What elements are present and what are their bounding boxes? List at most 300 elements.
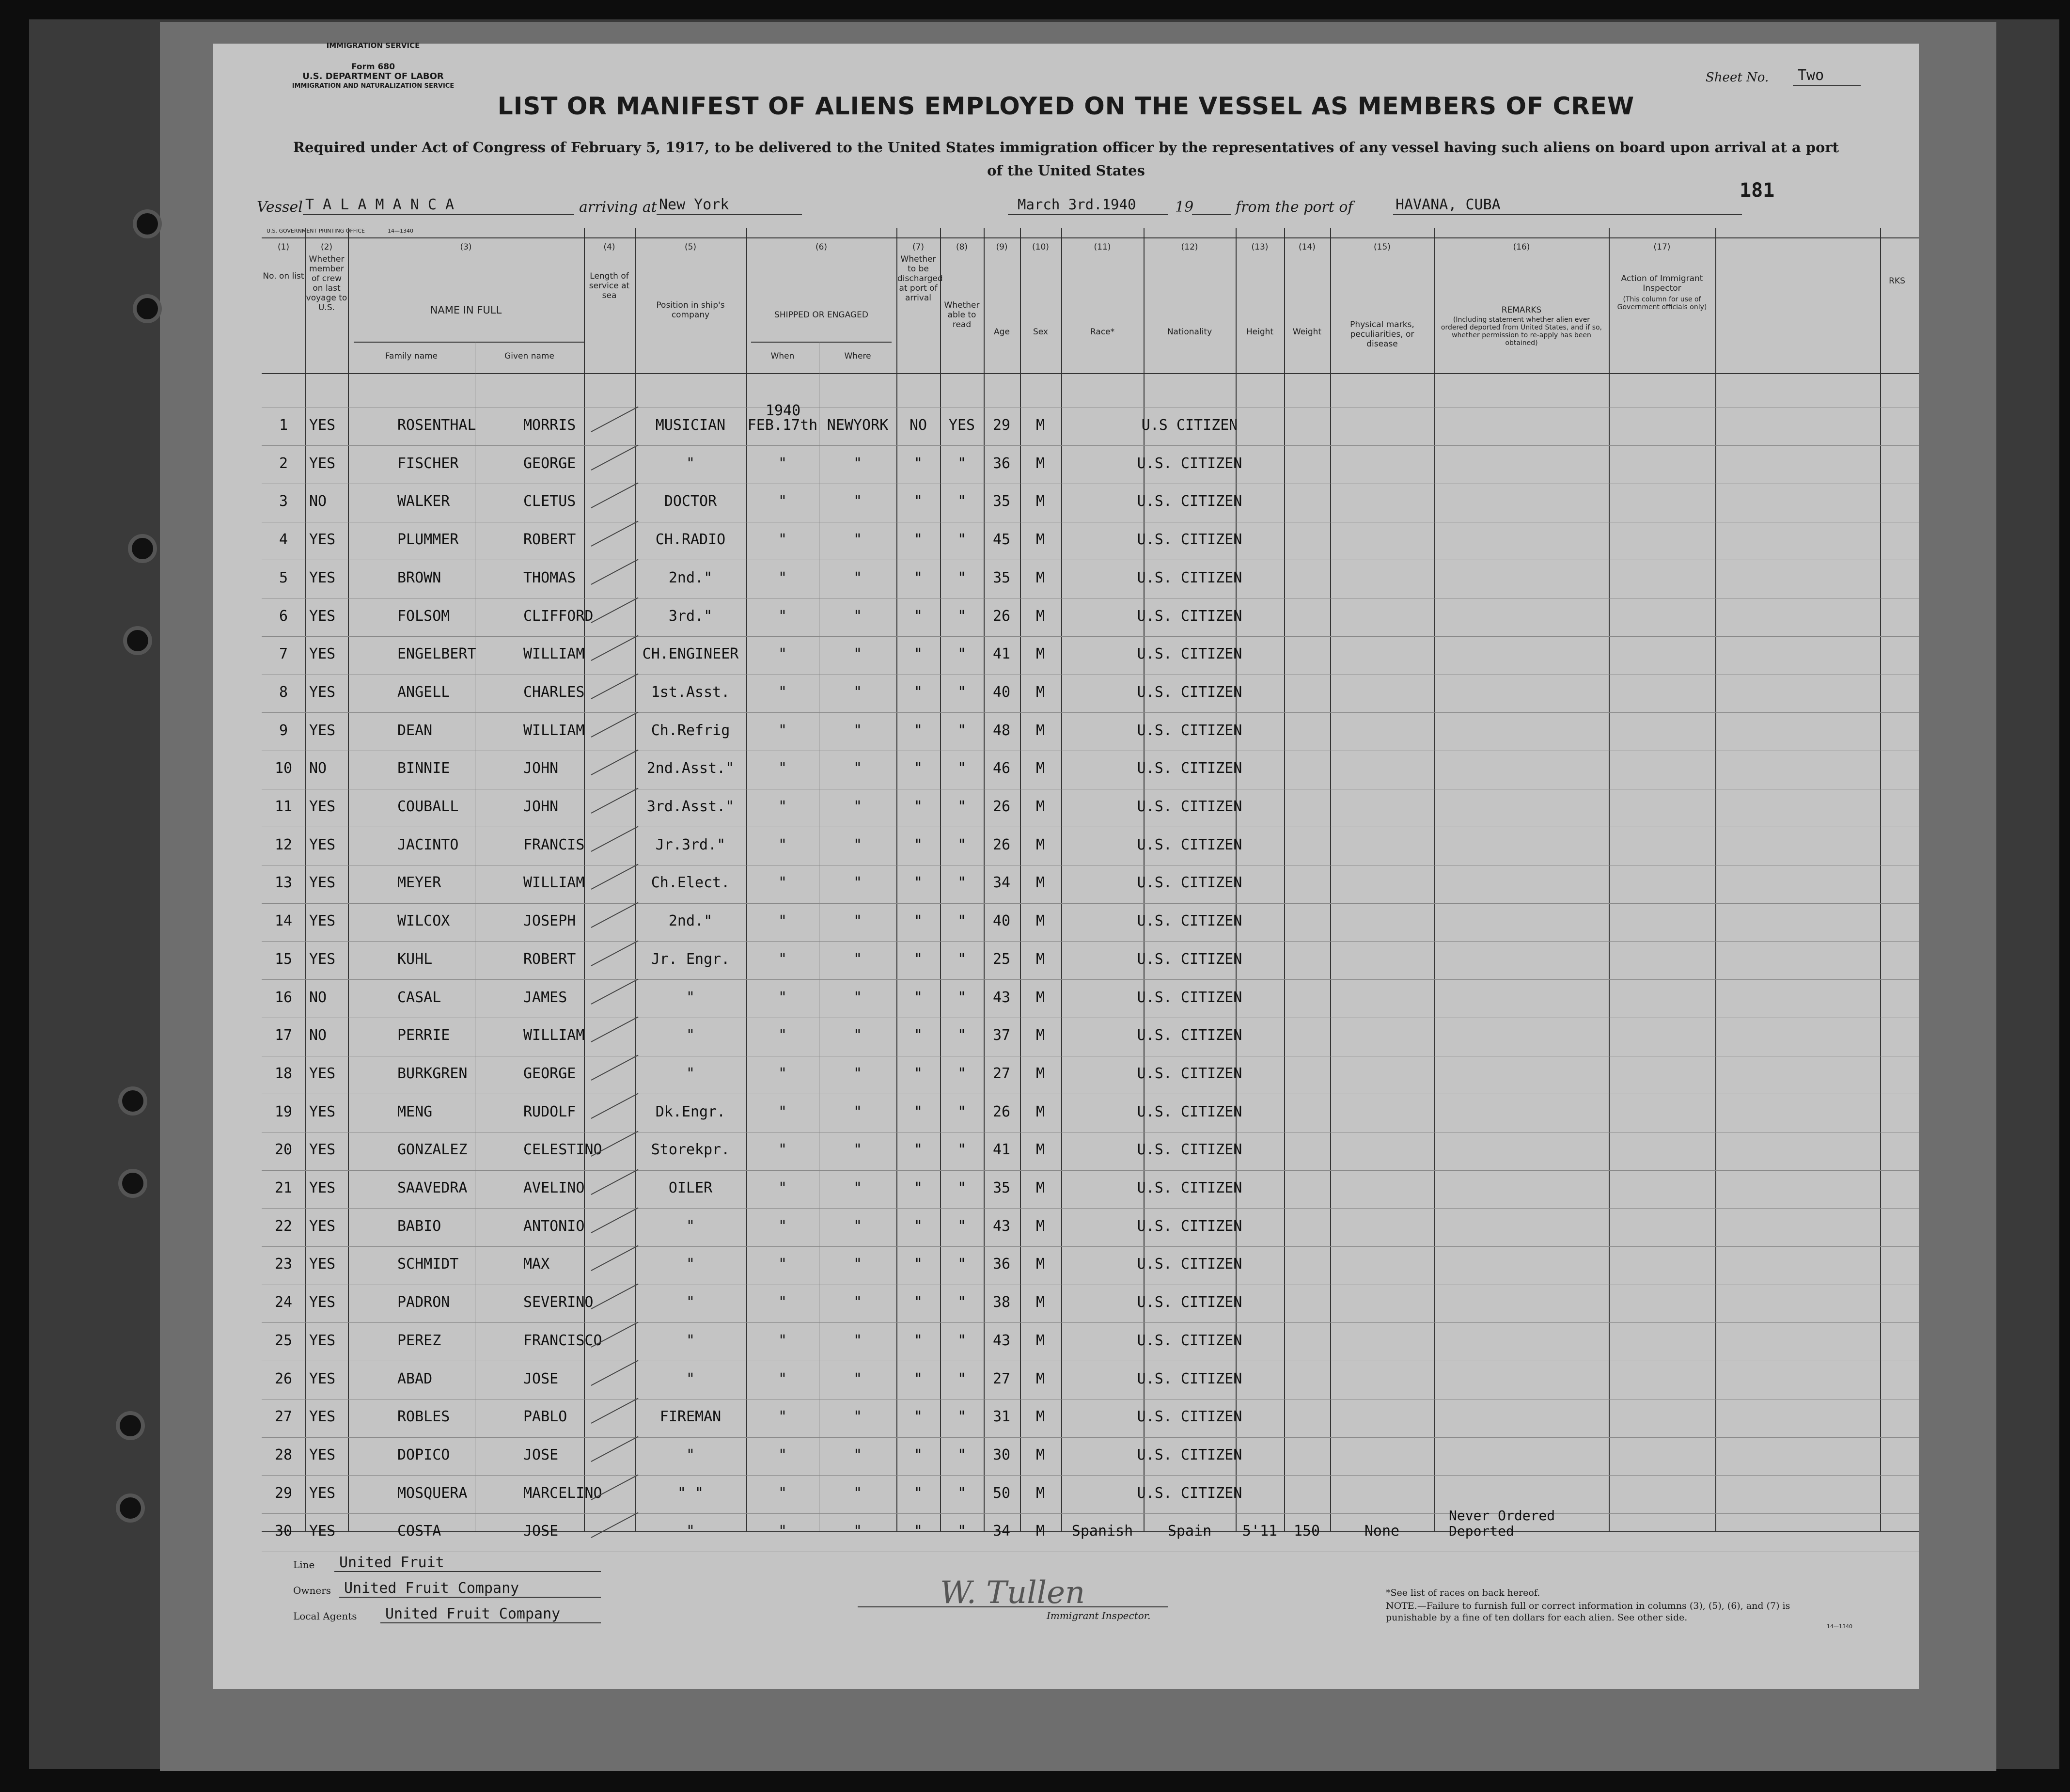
cell-row-number: 28 [274, 1446, 293, 1463]
cell-last-voyage: YES [309, 531, 336, 549]
cell-sex: M [1035, 645, 1045, 663]
cell-row-number: 27 [274, 1408, 293, 1426]
cell-age: 26 [992, 836, 1011, 853]
cell-given-name: SEVERINO [523, 1294, 594, 1311]
col17-sub: (This column for use of Government officials only) [1617, 296, 1707, 311]
col3-label: NAME IN FULL [430, 304, 502, 316]
column-rule [1880, 228, 1881, 1531]
cell-row-number: 3 [279, 493, 288, 510]
cell-nationality: U.S. CITIZEN [1137, 1141, 1242, 1159]
vessel-label: Vessel [257, 199, 303, 216]
binder-hole [120, 1497, 141, 1519]
owners-label: Owners [293, 1585, 331, 1596]
cell-last-voyage: NO [309, 1027, 327, 1044]
col4-label: Length of service at sea [589, 271, 630, 300]
cell-given-name: FRANCIS [523, 836, 585, 853]
cell-family-name: WILCOX [397, 912, 450, 930]
cell-shipped-where: " [853, 1523, 862, 1540]
service-slash-mark [591, 711, 639, 737]
cell-age: 35 [992, 569, 1011, 586]
cell-shipped-where: " [853, 1370, 862, 1387]
cell-shipped-where: " [853, 950, 862, 968]
cell-age: 46 [992, 760, 1011, 777]
row-rule [262, 1475, 1919, 1476]
col9-num: (9) [996, 242, 1008, 252]
cell-shipped-when: " [778, 1408, 787, 1426]
cell-last-voyage: YES [309, 1065, 336, 1082]
cell-last-voyage: NO [309, 760, 327, 777]
cell-row-number: 21 [274, 1179, 293, 1196]
service-slash-mark [591, 1398, 639, 1424]
arriving-underline [657, 214, 802, 215]
cell-last-voyage: YES [309, 836, 336, 853]
binder-hole [122, 1090, 143, 1112]
cell-sex: M [1035, 760, 1045, 777]
cell-family-name: FOLSOM [397, 607, 450, 625]
cell-sex: M [1035, 455, 1045, 472]
row-rule [262, 1513, 1919, 1514]
cell-shipped-where: " [853, 1294, 862, 1311]
cell-able-to-read: " [957, 912, 967, 930]
column-rule [746, 228, 747, 1531]
cell-able-to-read: " [957, 569, 967, 586]
cell-family-name: ABAD [397, 1370, 433, 1387]
cell-discharged-flag: " [913, 1446, 923, 1463]
cell-age: 50 [992, 1484, 1011, 1502]
cell-shipped-where: " [853, 836, 862, 853]
cell-height: 5'11 [1242, 1523, 1278, 1540]
cell-discharged-flag: " [913, 531, 923, 549]
cell-shipped-when: " [778, 645, 787, 663]
binder-hole [132, 538, 153, 559]
cell-discharged-flag: " [913, 1484, 923, 1502]
cell-age: 37 [992, 1027, 1011, 1044]
cell-sex: M [1035, 569, 1045, 586]
cell-family-name: CASAL [397, 989, 441, 1006]
cell-nationality: U.S. CITIZEN [1137, 1103, 1242, 1120]
cell-ship-position: Ch.Elect. [651, 874, 730, 892]
cell-shipped-when: " [778, 1217, 787, 1235]
column-rule [1284, 228, 1285, 1531]
cell-sex: M [1035, 1103, 1045, 1120]
cell-sex: M [1035, 417, 1045, 434]
col16-label: REMARKS [1501, 305, 1542, 315]
row-rule [262, 1437, 1919, 1438]
cell-given-name: MAX [523, 1256, 550, 1273]
cell-family-name: MEYER [397, 874, 441, 892]
service-slash-mark [591, 750, 639, 775]
row-rule [262, 1170, 1919, 1171]
cell-discharged-flag: " [913, 1217, 923, 1235]
service-slash-mark [591, 406, 639, 432]
cell-shipped-when: " [778, 1523, 787, 1540]
cell-given-name: WILLIAM [523, 874, 585, 892]
col2-num: (2) [320, 242, 333, 252]
cell-shipped-when: " [778, 683, 787, 701]
first-row-year: 1940 [766, 402, 801, 419]
cell-shipped-when: " [778, 1027, 787, 1044]
cell-age: 26 [992, 1103, 1011, 1120]
binder-hole [137, 298, 158, 319]
cell-last-voyage: YES [309, 1256, 336, 1273]
service-slash-mark [591, 1017, 639, 1042]
cell-shipped-where: " [853, 989, 862, 1006]
cell-nationality: U.S. CITIZEN [1137, 722, 1242, 739]
cell-age: 30 [992, 1446, 1011, 1463]
cell-last-voyage: YES [309, 1294, 336, 1311]
cell-row-number: 15 [274, 950, 293, 968]
cell-last-voyage: NO [309, 493, 327, 510]
cell-able-to-read: " [957, 1408, 967, 1426]
service-slash-mark [591, 1360, 639, 1385]
cell-given-name: THOMAS [523, 569, 576, 586]
cell-given-name: WILLIAM [523, 722, 585, 739]
cell-sex: M [1035, 1446, 1045, 1463]
cell-row-number: 17 [274, 1027, 293, 1044]
cell-ship-position: Ch.Refrig [651, 722, 730, 739]
cell-ship-position: " [686, 1370, 695, 1387]
printing-office: U.S. GOVERNMENT PRINTING OFFICE [267, 228, 365, 234]
cell-able-to-read: " [957, 645, 967, 663]
col12-num: (12) [1181, 242, 1198, 252]
cell-row-number: 8 [279, 683, 288, 701]
cell-ship-position: FIREMAN [659, 1408, 721, 1426]
cell-ship-position: Storekpr. [651, 1141, 730, 1159]
header-bottom-rule [262, 373, 1919, 374]
col1-label: No. on list [263, 271, 304, 281]
penalty-note: NOTE.—Failure to furnish full or correct information in columns (3), (5), (6), and (7) is punishable by a fine of ten dollars for each alien. See other side. [1386, 1601, 1790, 1623]
cell-age: 26 [992, 607, 1011, 625]
row-rule [262, 1322, 1919, 1323]
column-rule [896, 228, 897, 1531]
cell-family-name: BURKGREN [397, 1065, 468, 1082]
cell-discharged-flag: " [913, 1332, 923, 1349]
service-slash-mark [591, 864, 639, 890]
col8-num: (8) [956, 242, 968, 252]
cell-shipped-where: " [853, 1141, 862, 1159]
cell-family-name: BINNIE [397, 760, 450, 777]
cell-shipped-when: " [778, 1446, 787, 1463]
manifest-sheet [213, 41, 1919, 1689]
cell-row-number: 14 [274, 912, 293, 930]
cell-age: 38 [992, 1294, 1011, 1311]
cell-able-to-read: " [957, 989, 967, 1006]
service-slash-mark [591, 597, 639, 623]
col17-num: (17) [1653, 242, 1671, 252]
cell-age: 25 [992, 950, 1011, 968]
column-rule [1020, 228, 1021, 1531]
col3-given: Given name [504, 351, 554, 361]
print-code: 14—1340 [388, 228, 413, 234]
cell-shipped-where: " [853, 1103, 862, 1120]
vessel-name: T A L A M A N C A [305, 196, 455, 213]
cell-shipped-when: " [778, 1065, 787, 1082]
cell-shipped-where: NEWYORK [827, 417, 889, 434]
cell-discharged-flag: " [913, 874, 923, 892]
cell-family-name: KUHL [397, 950, 433, 968]
cell-given-name: CLIFFORD [523, 607, 594, 625]
cell-race: Spanish [1071, 1523, 1133, 1540]
cell-age: 31 [992, 1408, 1011, 1426]
cell-shipped-where: " [853, 1332, 862, 1349]
service-slash-mark [591, 978, 639, 1004]
cell-age: 43 [992, 989, 1011, 1006]
cell-discharged-flag: " [913, 569, 923, 586]
cell-shipped-when: " [778, 722, 787, 739]
service-slash-mark [591, 940, 639, 966]
row-rule [262, 445, 1919, 446]
cell-family-name: BABIO [397, 1217, 441, 1235]
page-number: 181 [1740, 179, 1775, 202]
service-slash-mark [591, 1284, 639, 1309]
cell-shipped-when: FEB.17th [747, 417, 818, 434]
column-rule [348, 228, 349, 1531]
cell-able-to-read: " [957, 1332, 967, 1349]
cell-last-voyage: YES [309, 1446, 336, 1463]
cell-family-name: PADRON [397, 1294, 450, 1311]
cell-discharged-flag: " [913, 1065, 923, 1082]
cell-ship-position: " [686, 1294, 695, 1311]
column-rule [984, 228, 985, 1531]
col14-label: Weight [1292, 327, 1322, 337]
document-subtitle: Required under Act of Congress of February 5, 1917, to be delivered to the United States immigration officer by the representatives of any vessel having such aliens on board upon arrival at a port of the United States [293, 139, 1839, 179]
cell-nationality: U.S. CITIZEN [1137, 1179, 1242, 1196]
cell-last-voyage: YES [309, 569, 336, 586]
cell-discharged-flag: " [913, 722, 923, 739]
cell-last-voyage: YES [309, 1179, 336, 1196]
cell-family-name: DEAN [397, 722, 433, 739]
cell-sex: M [1035, 683, 1045, 701]
service-slash-mark [591, 1054, 639, 1080]
cell-able-to-read: " [957, 493, 967, 510]
cell-family-name: JACINTO [397, 836, 459, 853]
cell-shipped-when: " [778, 798, 787, 815]
cell-age: 41 [992, 1141, 1011, 1159]
cell-last-voyage: YES [309, 1370, 336, 1387]
cell-shipped-when: " [778, 493, 787, 510]
cell-sex: M [1035, 1217, 1045, 1235]
cell-last-voyage: YES [309, 950, 336, 968]
cell-given-name: CHARLES [523, 683, 585, 701]
agents-value: United Fruit Company [385, 1605, 561, 1622]
arriving-port: New York [659, 196, 729, 213]
cell-row-number: 30 [274, 1523, 293, 1540]
service-slash-mark [591, 1169, 639, 1195]
cell-family-name: ROBLES [397, 1408, 450, 1426]
binder-hole [120, 1415, 141, 1436]
col16-sub: (Including statement whether alien ever ordered deported from United States, and if so, whether permission to re-apply has been obtained) [1441, 316, 1602, 347]
cell-age: 35 [992, 493, 1011, 510]
column-rule [1609, 228, 1610, 1531]
col2-label: Whether member of crew on last voyage to U.S. [306, 254, 347, 313]
cell-sex: M [1035, 1256, 1045, 1273]
col6-label: SHIPPED OR ENGAGED [774, 310, 868, 320]
cell-able-to-read: " [957, 1523, 967, 1540]
cell-age: 34 [992, 1523, 1011, 1540]
from-port-label: from the port of [1236, 199, 1353, 216]
binder-hole [122, 1173, 143, 1194]
cell-discharged-flag: " [913, 455, 923, 472]
row-rule [262, 1208, 1919, 1209]
cell-given-name: JOSEPH [523, 912, 576, 930]
cell-shipped-when: " [778, 1179, 787, 1196]
cell-nationality: U.S. CITIZEN [1137, 1027, 1242, 1044]
cell-given-name: PABLO [523, 1408, 567, 1426]
cell-row-number: 26 [274, 1370, 293, 1387]
cell-nationality: U.S. CITIZEN [1137, 912, 1242, 930]
cell-shipped-when: " [778, 1294, 787, 1311]
cell-sex: M [1035, 1179, 1045, 1196]
cell-given-name: RUDOLF [523, 1103, 576, 1120]
col10-label: Sex [1033, 327, 1048, 337]
cell-shipped-when: " [778, 1484, 787, 1502]
cell-given-name: JOHN [523, 798, 559, 815]
col10-num: (10) [1032, 242, 1049, 252]
cell-family-name: FISCHER [397, 455, 459, 472]
cell-given-name: MARCELINO [523, 1484, 602, 1502]
cell-ship-position: " [686, 1332, 695, 1349]
form-heading: IMMIGRATION SERVICE [326, 41, 420, 50]
cell-family-name: BROWN [397, 569, 441, 586]
signature-underline [858, 1606, 1168, 1607]
footer-code: 14—1340 [1827, 1623, 1852, 1630]
cell-ship-position: 3rd.Asst." [646, 798, 735, 815]
cell-shipped-where: " [853, 760, 862, 777]
cell-nationality: U.S. CITIZEN [1137, 836, 1242, 853]
column-rule [1434, 228, 1435, 1531]
cell-discharged-flag: " [913, 1179, 923, 1196]
cell-ship-position: CH.ENGINEER [642, 645, 739, 663]
cell-last-voyage: YES [309, 455, 336, 472]
service-slash-mark [591, 787, 639, 813]
cell-ship-position: Jr.3rd." [655, 836, 726, 853]
cell-row-number: 10 [274, 760, 293, 777]
cell-shipped-when: " [778, 760, 787, 777]
column-rule [305, 228, 306, 1531]
row-rule [262, 979, 1919, 980]
department-name: U.S. DEPARTMENT OF LABOR [302, 71, 444, 81]
cell-shipped-when: " [778, 989, 787, 1006]
cell-nationality: U.S. CITIZEN [1137, 1217, 1242, 1235]
cell-given-name: JOSE [523, 1446, 559, 1463]
cell-shipped-where: " [853, 1256, 862, 1273]
col12-label: Nationality [1167, 327, 1212, 337]
cell-shipped-when: " [778, 950, 787, 968]
cell-discharged-flag: " [913, 798, 923, 815]
cell-shipped-when: " [778, 1370, 787, 1387]
cell-discharged-flag: " [913, 493, 923, 510]
cell-shipped-where: " [853, 1027, 862, 1044]
cell-nationality: U.S. CITIZEN [1137, 1370, 1242, 1387]
cell-row-number: 5 [279, 569, 288, 586]
cell-given-name: WILLIAM [523, 1027, 585, 1044]
column-rule [1061, 228, 1062, 1531]
cell-family-name: MOSQUERA [397, 1484, 468, 1502]
col7-num: (7) [912, 242, 925, 252]
date-underline [1008, 214, 1168, 215]
cell-shipped-where: " [853, 912, 862, 930]
cell-sex: M [1035, 493, 1045, 510]
cell-ship-position: 2nd." [668, 912, 713, 930]
cell-shipped-when: " [778, 1256, 787, 1273]
cell-row-number: 9 [279, 722, 288, 739]
service-slash-mark [591, 673, 639, 699]
cell-row-number: 12 [274, 836, 293, 853]
year-underline [1192, 214, 1231, 215]
cell-ship-position: Jr. Engr. [651, 950, 730, 968]
cell-age: 45 [992, 531, 1011, 549]
cell-discharged-flag: " [913, 989, 923, 1006]
cell-family-name: DOPICO [397, 1446, 450, 1463]
cell-family-name: COUBALL [397, 798, 459, 815]
cell-last-voyage: YES [309, 1332, 336, 1349]
cell-last-voyage: YES [309, 1103, 336, 1120]
sheet-label: Sheet No. [1706, 70, 1769, 85]
cell-age: 36 [992, 455, 1011, 472]
cell-able-to-read: " [957, 607, 967, 625]
cell-family-name: SCHMIDT [397, 1256, 459, 1273]
cell-nationality: U.S. CITIZEN [1137, 493, 1242, 510]
cell-shipped-where: " [853, 798, 862, 815]
cell-nationality: U.S. CITIZEN [1137, 683, 1242, 701]
cell-last-voyage: YES [309, 912, 336, 930]
row-rule [262, 712, 1919, 713]
cell-shipped-when: " [778, 569, 787, 586]
cell-shipped-where: " [853, 683, 862, 701]
inspector-label: Immigrant Inspector. [1047, 1610, 1151, 1621]
cell-discharged-flag: " [913, 645, 923, 663]
cell-row-number: 6 [279, 607, 288, 625]
cell-ship-position: " [686, 989, 695, 1006]
cell-weight: 150 [1293, 1523, 1320, 1540]
sheet-underline [1793, 85, 1861, 86]
cell-able-to-read: " [957, 683, 967, 701]
cell-last-voyage: YES [309, 1523, 336, 1540]
cell-shipped-when: " [778, 607, 787, 625]
line-underline [334, 1571, 601, 1572]
col9-label: Age [994, 327, 1010, 337]
row-rule [262, 941, 1919, 942]
from-port: HAVANA, CUBA [1396, 196, 1501, 213]
cell-nationality: U.S. CITIZEN [1137, 1294, 1242, 1311]
cell-ship-position: MUSICIAN [655, 417, 726, 434]
cell-row-number: 19 [274, 1103, 293, 1120]
cell-nationality: U.S. CITIZEN [1137, 950, 1242, 968]
cell-able-to-read: YES [948, 417, 975, 434]
cell-able-to-read: " [957, 1065, 967, 1082]
cell-given-name: JOHN [523, 760, 559, 777]
col3-family: Family name [385, 351, 438, 361]
cell-able-to-read: " [957, 1141, 967, 1159]
cell-sex: M [1035, 1141, 1045, 1159]
cell-sex: M [1035, 607, 1045, 625]
owners-value: United Fruit Company [344, 1580, 519, 1597]
column-rule [635, 228, 636, 1531]
cell-nationality: U.S. CITIZEN [1137, 874, 1242, 892]
cell-sex: M [1035, 950, 1045, 968]
cell-physical-marks: None [1364, 1523, 1400, 1540]
cell-given-name: CLETUS [523, 493, 576, 510]
cell-row-number: 2 [279, 455, 288, 472]
cell-ship-position: " [686, 1256, 695, 1273]
cell-age: 34 [992, 874, 1011, 892]
cell-nationality: U.S. CITIZEN [1137, 531, 1242, 549]
col6-num: (6) [815, 242, 828, 252]
name-subheader-rule [354, 342, 584, 343]
cell-given-name: FRANCISCO [523, 1332, 602, 1349]
cell-able-to-read: " [957, 874, 967, 892]
cell-nationality: U.S. CITIZEN [1137, 569, 1242, 586]
